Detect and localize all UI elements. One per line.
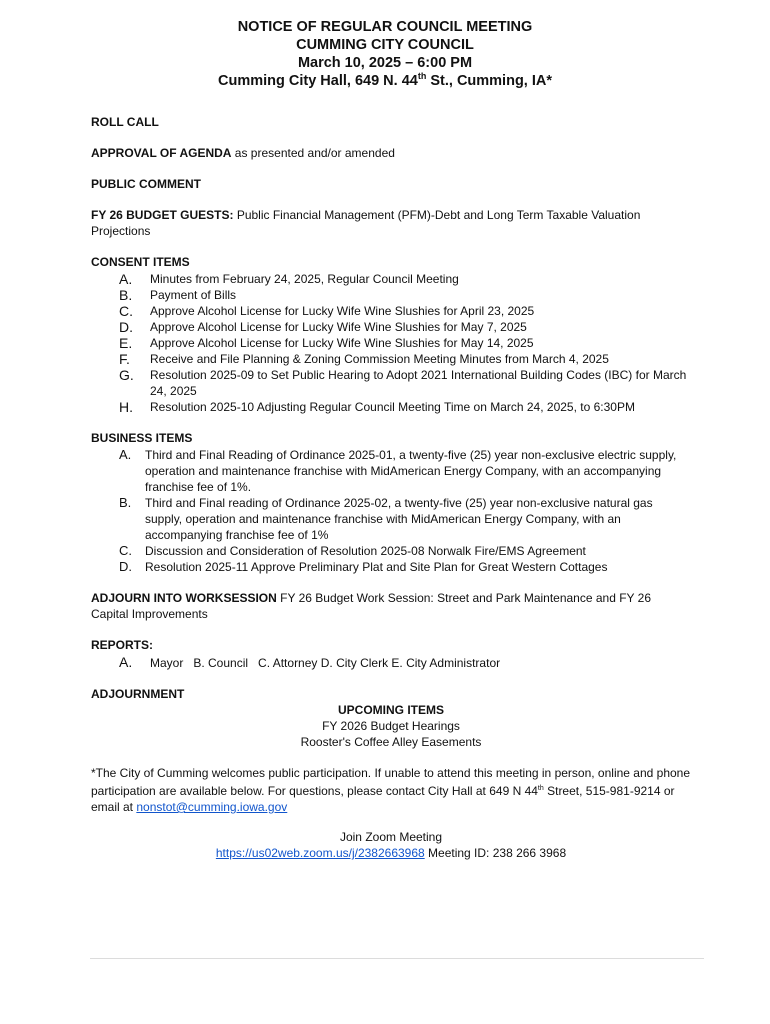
location-sup: th — [417, 71, 427, 82]
meeting-header — [0, 18, 770, 90]
zoom-heading: Join Zoom Meeting — [339, 830, 443, 844]
item-marker: A. — [119, 271, 133, 287]
budget-guests-heading: FY 26 BUDGET GUESTS: — [91, 208, 234, 222]
approval-heading: APPROVAL OF AGENDA — [91, 146, 232, 160]
notice-sup: th — [537, 785, 544, 792]
header-location — [0, 72, 770, 90]
item-text: Receive and File Planning & Zoning Commission Meeting Minutes from March 4, 2025 — [150, 352, 609, 366]
reports-section — [91, 637, 691, 671]
item-text: Third and Final Reading of Ordinance 2025-01, a twenty-five (25) year non-exclusive electric supply, operation and maintenance franchise with MidAmerican Energy Company, with an accompanying franchise fee of 1%. — [145, 448, 677, 494]
email-link[interactable]: nonstot@cumming.iowa.gov — [136, 800, 288, 814]
public-comment-heading: PUBLIC COMMENT — [91, 177, 201, 191]
item-marker: A. — [119, 447, 132, 462]
worksession-text: FY 26 Budget Work Session: Street and Park Maintenance and FY 26 Capital Improvements — [91, 591, 652, 621]
item-marker: C. — [119, 303, 133, 319]
item-text: Resolution 2025-10 Adjusting Regular Council Meeting Time on March 24, 2025, to 6:30PM — [150, 400, 635, 414]
item-marker: C. — [119, 543, 132, 558]
footer-divider — [90, 958, 704, 959]
upcoming-section — [91, 702, 691, 750]
reports-mayor: Mayor — [150, 656, 184, 670]
notice-text: *The City of Cumming welcomes public participation. If unable to attend this meeting in person, online and phone participation are available below. For questions, please contact City Hall at 649 N 44 — [91, 766, 691, 798]
item-text: Approve Alcohol License for Lucky Wife Wine Slushies for April 23, 2025 — [150, 304, 535, 318]
item-marker: D. — [119, 559, 132, 574]
consent-list — [91, 271, 691, 415]
location-text: Cumming City Hall, 649 N. 44 — [217, 73, 418, 89]
list-item — [91, 335, 691, 351]
item-text: Discussion and Consideration of Resolution 2025-08 Norwalk Fire/EMS Agreement — [145, 544, 586, 558]
notice-text-rest: Street, 515-981-9214 or email at — [91, 784, 675, 814]
item-marker: F. — [119, 351, 130, 367]
worksession-heading: ADJOURN INTO WORKSESSION — [91, 591, 277, 605]
upcoming-item: FY 2026 Budget Hearings — [322, 719, 460, 733]
reports-heading: REPORTS: — [91, 638, 154, 652]
business-section — [91, 430, 691, 575]
roll-call-heading: ROLL CALL — [91, 115, 159, 129]
consent-heading: CONSENT ITEMS — [91, 255, 190, 269]
list-item — [91, 287, 691, 303]
zoom-section — [91, 829, 691, 861]
header-council: CUMMING CITY COUNCIL — [296, 37, 474, 53]
item-marker: B. — [119, 287, 133, 303]
public-comment-section — [91, 176, 691, 192]
zoom-link[interactable]: https://us02web.zoom.us/j/2382663968 — [215, 846, 425, 860]
roll-call-section — [91, 114, 691, 130]
item-text: Approve Alcohol License for Lucky Wife Wine Slushies for May 14, 2025 — [150, 336, 534, 350]
approval-text: as presented and/or amended — [231, 146, 395, 160]
list-item — [91, 543, 691, 559]
reports-marker: A. — [119, 654, 133, 670]
item-text: Approve Alcohol License for Lucky Wife Wine Slushies for May 7, 2025 — [150, 320, 527, 334]
item-marker: E. — [119, 335, 133, 351]
zoom-meeting-id: Meeting ID: 238 266 3968 — [424, 846, 567, 860]
header-date: March 10, 2025 – 6:00 PM — [297, 55, 473, 71]
list-item — [91, 319, 691, 335]
business-list — [91, 447, 691, 575]
item-text: Resolution 2025-11 Approve Preliminary Plat and Site Plan for Great Western Cottages — [145, 560, 608, 574]
approval-section — [91, 145, 691, 161]
list-item — [91, 447, 691, 495]
budget-guests-text: Public Financial Management (PFM)-Debt and Long Term Taxable Valuation Projections — [91, 208, 641, 238]
list-item — [91, 351, 691, 367]
consent-section — [91, 254, 691, 415]
reports-others: C. Attorney D. City Clerk E. City Administrator — [258, 656, 501, 670]
item-text: Minutes from February 24, 2025, Regular Council Meeting — [150, 272, 459, 286]
list-item — [91, 399, 691, 415]
upcoming-heading: UPCOMING ITEMS — [337, 703, 444, 717]
budget-guests-section — [91, 207, 691, 239]
list-item — [91, 495, 691, 543]
adjournment-heading: ADJOURNMENT — [91, 687, 185, 701]
item-text: Resolution 2025-09 to Set Public Hearing to Adopt 2021 International Building Codes (IBC) for March 24, 2025 — [150, 368, 687, 398]
agenda-body — [91, 114, 691, 861]
list-item — [91, 367, 691, 399]
item-marker: H. — [119, 399, 133, 415]
adjournment-section — [91, 686, 691, 702]
list-item — [91, 303, 691, 319]
reports-council: B. Council — [193, 656, 249, 670]
worksession-section — [91, 590, 691, 622]
item-marker: B. — [119, 495, 132, 510]
upcoming-item: Rooster's Coffee Alley Easements — [300, 735, 482, 749]
reports-line — [91, 654, 691, 671]
header-title: NOTICE OF REGULAR COUNCIL MEETING — [237, 19, 533, 35]
list-item — [91, 271, 691, 287]
item-marker: G. — [119, 367, 134, 383]
participation-notice — [91, 765, 691, 815]
location-text-rest: St., Cumming, IA* — [426, 73, 552, 89]
item-marker: D. — [119, 319, 133, 335]
business-heading: BUSINESS ITEMS — [91, 431, 193, 445]
zoom-line — [91, 845, 691, 861]
list-item — [91, 559, 691, 575]
item-text: Third and Final reading of Ordinance 2025-02, a twenty-five (25) year non-exclusive natural gas supply, operation and maintenance franchise with MidAmerican Energy Company, with an accompanying franchise fee of 1% — [145, 496, 653, 542]
item-text: Payment of Bills — [150, 288, 237, 302]
